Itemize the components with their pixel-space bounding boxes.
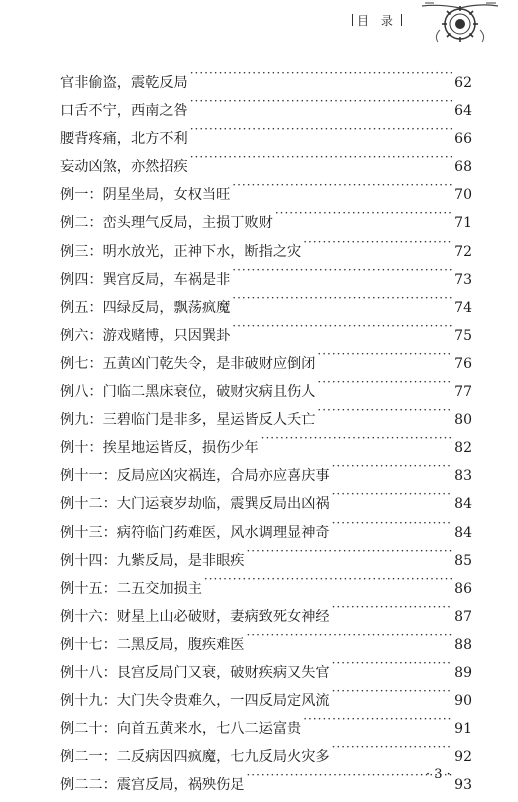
toc-entry-title: 腰背疼痛，北方不利 bbox=[60, 131, 188, 148]
toc-entry-title: 例二：峦头理气反局，主损丁败财 bbox=[60, 215, 273, 232]
toc-leader-dots bbox=[332, 649, 452, 677]
toc-entry-page: 84 bbox=[454, 496, 472, 513]
toc-entry-title: 妄动凶煞，亦然招疾 bbox=[60, 159, 188, 176]
toc-leader-dots bbox=[232, 312, 452, 340]
toc-entry-title: 官非偷盗，震乾反局 bbox=[60, 75, 188, 91]
toc-entry-page: 74 bbox=[454, 299, 472, 316]
toc-entry-page: 86 bbox=[454, 580, 472, 597]
toc-entry-title: 例六：游戏赌博，只因巽卦 bbox=[60, 327, 231, 344]
toc-leader-dots bbox=[190, 59, 452, 87]
toc-entry-page: 75 bbox=[454, 327, 472, 344]
toc-entry-title: 例十四：九紫反局，是非眼疾 bbox=[60, 552, 245, 569]
toc-entry-page: 77 bbox=[454, 384, 472, 401]
running-header bbox=[348, 12, 406, 29]
toc-entry-page: 66 bbox=[454, 131, 472, 148]
toc-entry-page: 70 bbox=[454, 187, 472, 204]
bagua-emblem-icon bbox=[420, 0, 500, 44]
toc-entry-title: 例八：门临二黑床衰位，破财灾病且伤人 bbox=[60, 384, 316, 401]
toc-entry-title: 口舌不宁，西南之咎 bbox=[60, 103, 188, 120]
toc-leader-dots bbox=[190, 115, 452, 143]
toc-entry-title: 例十九：大门失令贵难久，一四反局定风流 bbox=[60, 693, 330, 710]
header-title: 目 录 bbox=[357, 14, 397, 28]
toc-entry-page: 82 bbox=[454, 440, 472, 457]
toc-leader-dots bbox=[332, 677, 452, 705]
toc-leader-dots bbox=[332, 509, 452, 537]
toc-leader-dots bbox=[232, 256, 452, 284]
toc-entry-title: 例十三：病符临门药难医，风水调理显神奇 bbox=[60, 524, 330, 541]
toc-leader-dots bbox=[332, 733, 452, 761]
toc-leader-dots bbox=[317, 340, 452, 368]
toc-leader-dots bbox=[303, 705, 452, 733]
toc-entry-title: 例十五：二五交加损主 bbox=[60, 580, 202, 597]
toc-leader-dots bbox=[332, 480, 452, 508]
toc-entry-title: 例十一：反局应凶灾祸连，合局亦应喜庆事 bbox=[60, 468, 330, 485]
toc-leader-dots bbox=[232, 171, 452, 199]
toc-leader-dots bbox=[332, 452, 452, 480]
toc-leader-dots bbox=[204, 565, 452, 593]
toc-entry-page: 93 bbox=[454, 777, 472, 794]
header-bar-right bbox=[401, 14, 402, 26]
toc-entry-page: 80 bbox=[454, 412, 472, 429]
toc-entry-page: 68 bbox=[454, 159, 472, 176]
toc-entry-page: 87 bbox=[454, 608, 472, 625]
toc-entry-page: 90 bbox=[454, 693, 472, 710]
toc-entry-title: 例十七：二黑反局，腹疾难医 bbox=[60, 636, 245, 653]
toc-leader-dots bbox=[246, 761, 452, 789]
toc-entry-title: 例二十：向首五黄来水，七八二运富贵 bbox=[60, 721, 302, 738]
toc-entry-page: 92 bbox=[454, 749, 472, 766]
toc-leader-dots bbox=[317, 396, 452, 424]
page-number: · 3 · bbox=[426, 767, 451, 782]
toc-entry[interactable] bbox=[60, 59, 472, 91]
toc-entry-page: 83 bbox=[454, 468, 472, 485]
toc-leader-dots bbox=[303, 228, 452, 256]
toc-entry-page: 62 bbox=[454, 75, 472, 91]
toc-entry-page: 91 bbox=[454, 721, 472, 738]
toc-entry-page: 76 bbox=[454, 355, 472, 372]
toc-entry-title: 例三：明水放光，正神下水，断指之灾 bbox=[60, 243, 302, 260]
toc-entry-page: 73 bbox=[454, 271, 472, 288]
toc-leader-dots bbox=[190, 143, 452, 171]
toc-entry-page: 89 bbox=[454, 664, 472, 681]
toc-leader-dots bbox=[332, 593, 452, 621]
toc-entry-page: 84 bbox=[454, 524, 472, 541]
toc-leader-dots bbox=[232, 284, 452, 312]
toc-entry-page: 71 bbox=[454, 215, 472, 232]
toc-leader-dots bbox=[275, 199, 452, 227]
toc-entry-title: 例十：挨星地运皆反，损伤少年 bbox=[60, 440, 259, 457]
toc-leader-dots bbox=[246, 537, 452, 565]
toc-entry-title: 例一：阴星坐局，女权当旺 bbox=[60, 187, 231, 204]
toc-entry-title: 例十八：艮宫反局门又衰，破财疾病又失官 bbox=[60, 664, 330, 681]
toc-entry-title: 例二一：二反病因四疯魔，七九反局火灾多 bbox=[60, 749, 330, 766]
toc-entry-title: 例七：五黄凶门乾失令，是非破财应倒闭 bbox=[60, 355, 316, 372]
toc-leader-dots bbox=[190, 87, 452, 115]
toc-leader-dots bbox=[246, 621, 452, 649]
toc-leader-dots bbox=[317, 368, 452, 396]
header-bar-left bbox=[352, 14, 353, 26]
toc-leader-dots bbox=[261, 424, 452, 452]
toc-entry-title: 例二二：震宫反局，祸殃伤足 bbox=[60, 777, 245, 794]
toc-entry-page: 72 bbox=[454, 243, 472, 260]
toc-entry-page: 88 bbox=[454, 636, 472, 653]
toc-entry-title: 例四：巽宫反局，车祸是非 bbox=[60, 271, 231, 288]
toc-entry-title: 例五：四绿反局，飘荡疯魔 bbox=[60, 299, 231, 316]
toc-entry-page: 64 bbox=[454, 103, 472, 120]
toc-entry-title: 例十二：大门运衰岁劫临，震巽反局出凶祸 bbox=[60, 496, 330, 513]
toc-entry-title: 例十六：财星上山必破财，妻病致死女神经 bbox=[60, 608, 330, 625]
table-of-contents bbox=[60, 59, 472, 794]
toc-entry-page: 85 bbox=[454, 552, 472, 569]
toc-entry-title: 例九：三碧临门是非多，星运皆反人夭亡 bbox=[60, 412, 316, 429]
